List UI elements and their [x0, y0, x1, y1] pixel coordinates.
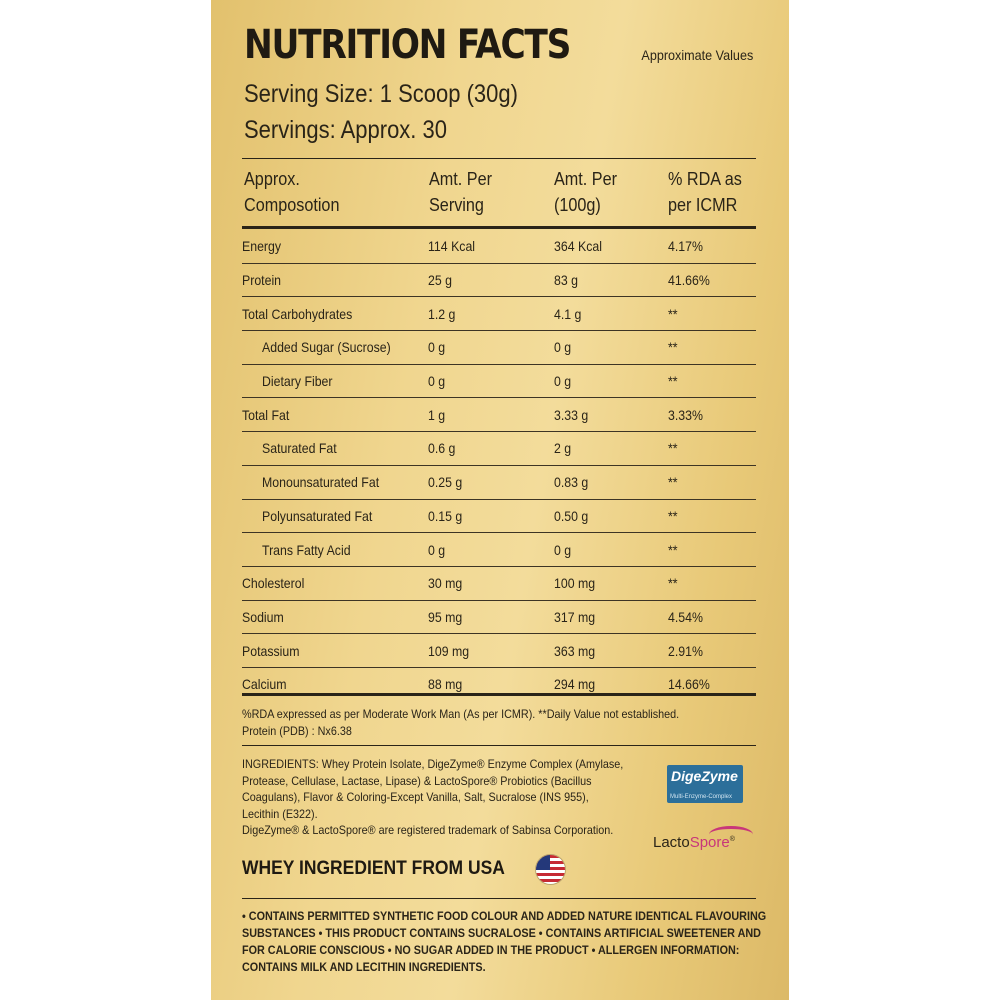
nutrition-label-panel	[211, 0, 789, 1000]
table-row	[242, 364, 756, 398]
table-row	[242, 566, 756, 600]
ingredients-line: Lecithin (E322).	[242, 806, 318, 821]
page-title: NUTRITION FACTS	[244, 22, 571, 68]
table-row	[242, 600, 756, 634]
rda-percent: **	[668, 373, 678, 390]
serving-size: Serving Size: 1 Scoop (30g)	[244, 80, 518, 108]
warnings-divider	[242, 898, 756, 899]
column-header-per-serving: Amt. Per Serving	[429, 169, 493, 215]
amount-per-100g: 363 mg	[554, 642, 596, 659]
warning-line: FOR CALORIE CONSCIOUS • NO SUGAR ADDED IN THE PRODUCT • ALLERGEN INFORMATION:	[242, 943, 740, 957]
digezyme-logo: DigeZyme Multi-Enzyme-Complex	[667, 765, 743, 803]
table-row	[242, 533, 756, 567]
ingredients-divider	[242, 745, 756, 746]
amount-per-serving: 0.6 g	[428, 440, 456, 457]
amount-per-100g: 0 g	[554, 541, 572, 558]
nutrition-table	[242, 230, 756, 701]
rda-percent: **	[668, 305, 678, 322]
amount-per-serving: 1 g	[428, 406, 446, 423]
nutrient-name: Monounsaturated Fat	[262, 474, 380, 491]
amount-per-100g: 317 mg	[554, 608, 596, 625]
ingredients-line: INGREDIENTS: Whey Protein Isolate, DigeZyme® Enzyme Complex (Amylase,	[242, 757, 624, 771]
amount-per-serving: 1.2 g	[428, 305, 456, 322]
rda-percent: 3.33%	[668, 406, 703, 423]
nutrient-name: Saturated Fat	[262, 440, 337, 457]
table-row	[242, 398, 756, 432]
rda-percent: **	[668, 541, 678, 558]
amount-per-100g: 0.83 g	[554, 474, 589, 491]
amount-per-serving: 0 g	[428, 541, 446, 558]
rda-percent: 14.66%	[668, 676, 710, 693]
footnote-line: Protein (PDB) : Nx6.38	[242, 724, 352, 738]
table-bottom-rule	[242, 693, 756, 696]
rda-percent: **	[668, 507, 678, 524]
nutrient-name: Protein	[242, 272, 282, 289]
amount-per-100g: 100 mg	[554, 575, 596, 592]
footnote-line: %RDA expressed as per Moderate Work Man (As per ICMR). **Daily Value not established.	[242, 707, 680, 721]
nutrient-name: Total Carbohydrates	[242, 305, 353, 322]
rda-percent: **	[668, 474, 678, 491]
column-header-composition: Approx. Composotion	[244, 169, 340, 215]
table-top-rule	[242, 226, 756, 229]
warnings-block	[242, 908, 767, 976]
trademark-line: DigeZyme® & LactoSpore® are registered trademark of Sabinsa Corporation.	[242, 823, 614, 837]
warning-line: • CONTAINS PERMITTED SYNTHETIC FOOD COLOUR AND ADDED NATURE IDENTICAL FLAVOURING	[242, 909, 767, 923]
amount-per-100g: 2 g	[554, 440, 572, 457]
rda-percent: **	[668, 440, 678, 457]
nutrient-name: Added Sugar (Sucrose)	[262, 339, 391, 356]
table-row	[242, 432, 756, 466]
ingredients-block	[242, 756, 652, 839]
amount-per-100g: 364 Kcal	[554, 238, 602, 255]
ingredients-line: Protease, Cellulase, Lactase, Lipase) & LactoSpore® Probiotics (Bacillus	[242, 773, 592, 788]
rda-footnote	[242, 706, 756, 740]
amount-per-serving: 88 mg	[428, 676, 463, 693]
nutrient-name: Cholesterol	[242, 575, 305, 592]
nutrient-name: Sodium	[242, 608, 284, 625]
warning-line: CONTAINS MILK AND LECITHIN INGREDIENTS.	[242, 960, 486, 974]
table-row	[242, 331, 756, 365]
nutrient-name: Trans Fatty Acid	[262, 541, 351, 558]
nutrient-name: Dietary Fiber	[262, 373, 333, 390]
nutrient-name: Energy	[242, 238, 282, 255]
amount-per-serving: 109 mg	[428, 642, 470, 659]
approximate-values-note: Approximate Values	[641, 47, 753, 63]
table-row	[242, 499, 756, 533]
amount-per-serving: 114 Kcal	[428, 238, 476, 255]
ingredients-line: Coagulans), Flavor & Coloring-Except Vanilla, Salt, Sucralose (INS 955),	[242, 790, 589, 804]
table-row	[242, 230, 756, 263]
rda-percent: **	[668, 575, 678, 592]
amount-per-100g: 4.1 g	[554, 305, 582, 322]
whey-origin-text: WHEY INGREDIENT FROM USA	[242, 858, 505, 879]
amount-per-serving: 25 g	[428, 272, 452, 289]
amount-per-serving: 0 g	[428, 373, 446, 390]
amount-per-100g: 0.50 g	[554, 507, 589, 524]
table-row	[242, 634, 756, 668]
rda-percent: 41.66%	[668, 272, 710, 289]
column-header-rda: % RDA as per ICMR	[668, 169, 742, 215]
table-row	[242, 263, 756, 297]
amount-per-serving: 0.15 g	[428, 507, 463, 524]
amount-per-100g: 0 g	[554, 373, 572, 390]
us-flag-icon	[536, 855, 565, 884]
nutrient-name: Calcium	[242, 676, 287, 693]
amount-per-serving: 0.25 g	[428, 474, 463, 491]
table-row	[242, 465, 756, 499]
amount-per-100g: 0 g	[554, 339, 572, 356]
rda-percent: 4.17%	[668, 238, 703, 255]
lactospore-logo: LactoSpore®	[651, 826, 761, 860]
amount-per-serving: 0 g	[428, 339, 446, 356]
warning-line: SUBSTANCES • THIS PRODUCT CONTAINS SUCRALOSE • CONTAINS ARTIFICIAL SWEETENER AND	[242, 926, 761, 940]
table-row	[242, 297, 756, 331]
rda-percent: 4.54%	[668, 608, 703, 625]
amount-per-serving: 30 mg	[428, 575, 463, 592]
amount-per-serving: 95 mg	[428, 608, 463, 625]
servings-count: Servings: Approx. 30	[244, 116, 448, 144]
header-divider	[242, 158, 756, 159]
amount-per-100g: 3.33 g	[554, 406, 589, 423]
column-header-per-100g: Amt. Per (100g)	[554, 169, 618, 215]
rda-percent: 2.91%	[668, 642, 703, 659]
nutrient-name: Potassium	[242, 642, 300, 659]
nutrient-name: Total Fat	[242, 406, 290, 423]
amount-per-100g: 83 g	[554, 272, 578, 289]
amount-per-100g: 294 mg	[554, 676, 596, 693]
rda-percent: **	[668, 339, 678, 356]
nutrient-name: Polyunsaturated Fat	[262, 507, 373, 524]
